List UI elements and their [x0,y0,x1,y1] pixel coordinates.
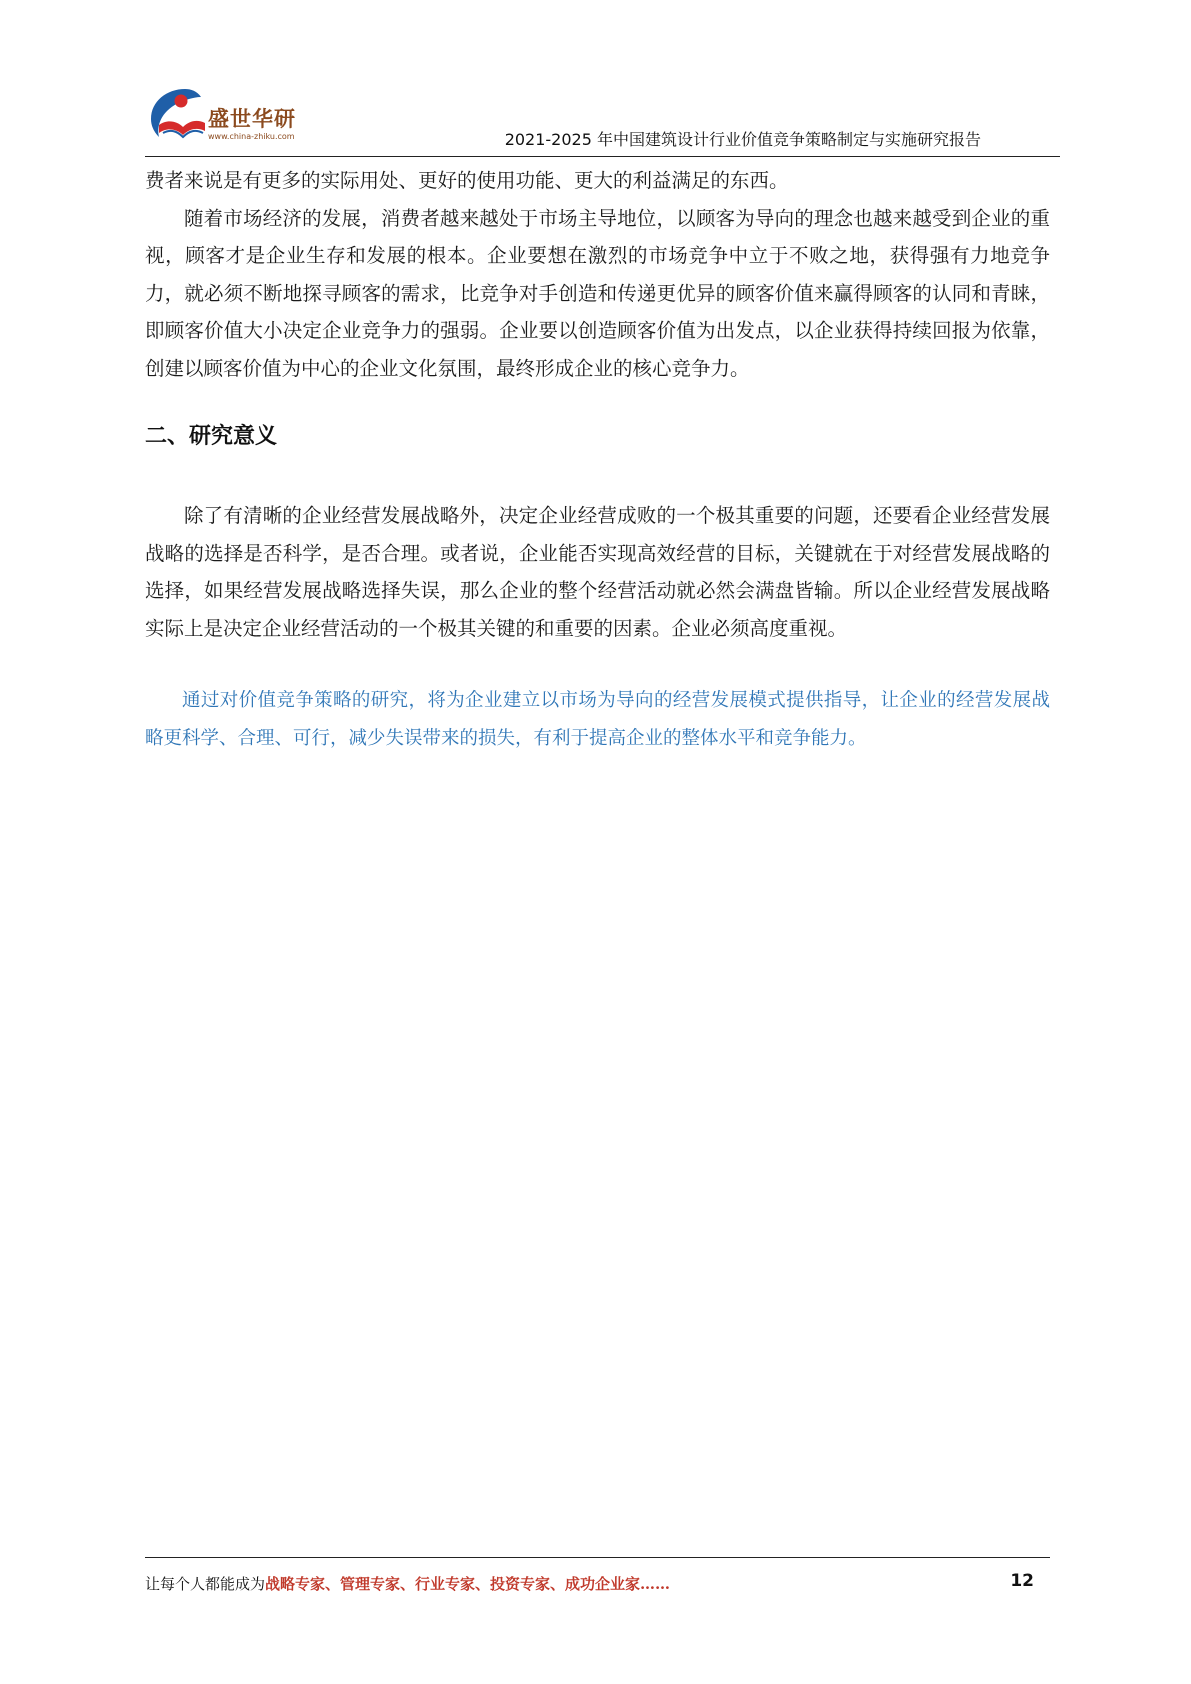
slogan-prefix: 让每个人都能成为 [145,1575,266,1593]
paragraph-research-significance: 通过对价值竞争策略的研究，将为企业建立以市场为导向的经营发展模式提供指导，让企业的经营发展战略更科学、合理、可行，减少失误带来的损失，有利于提高企业的整体水平和竞争能力。 [145,690,1050,749]
paragraph-customer-value: 随着市场经济的发展，消费者越来越处于市场主导地位，以顾客为导向的理念也越来越受到企业的重视，顾客才是企业生存和发展的根本。企业要想在激烈的市场竞争中立于不败之地，获得强有力地竞争力，就必须不断地探寻顾客的需求，比竞争对手创造和传递更优异的顾客价值来赢得顾客的认同和青睐，即顾客价值大小决定企业竞争力的强弱。企业要以创造顾客价值为出发点，以企业获得持续回报为依靠，创建以顾客价值为中心的企业文化氛围，最终形成企业的核心竞争力。 [145,206,1050,380]
company-logo [145,80,315,150]
report-title: 2021-2025 年中国建筑设计行业价值竞争策略制定与实施研究报告 [504,130,981,149]
page-header [145,80,1060,158]
section-heading: 二、研究意义 [145,424,278,449]
logo-company-name: 盛世华研 [208,107,296,131]
page-body [145,162,1050,757]
header-divider [145,156,1060,157]
paragraph-continuation: 费者来说是有更多的实际用处、更好的使用功能、更大的利益满足的东西。 [145,169,789,192]
footer-slogan [145,1573,670,1594]
logo-emblem-icon [145,85,207,143]
slogan-roles: 战略专家、管理专家、行业专家、投资专家、成功企业家…… [265,1575,671,1593]
footer-divider [145,1557,1050,1558]
paragraph-strategy-choice: 除了有清晰的企业经营发展战略外，决定企业经营成败的一个极其重要的问题，还要看企业经营发展战略的选择是否科学，是否合理。或者说，企业能否实现高效经营的目标，关键就在于对经营发展战略的选择，如果经营发展战略选择失误，那么企业的整个经营活动就必然会满盘皆输。所以企业经营发展战略实际上是决定企业经营活动的一个极其关键的和重要的因素。企业必须高度重视。 [145,504,1050,640]
page-footer [145,1557,1050,1607]
page-number: 12 [1010,1571,1034,1591]
logo-website-url: www.china-zhiku.com [208,132,295,141]
